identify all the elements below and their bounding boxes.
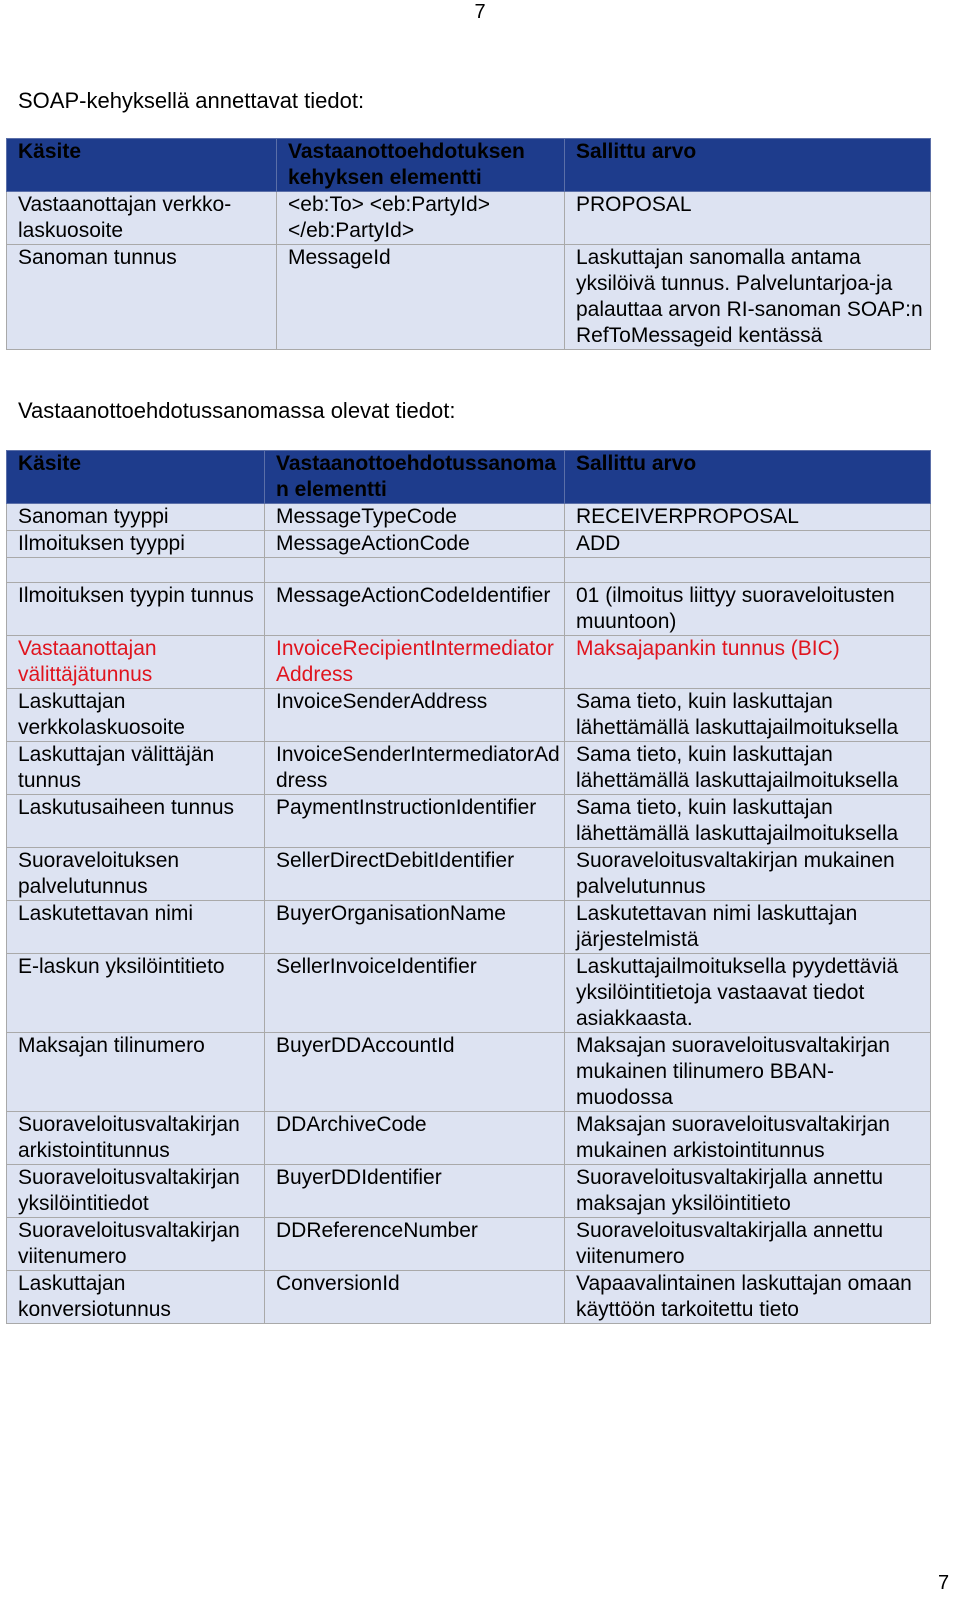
cell-allowed-value: Laskuttajailmoituksella pyydettäviä yksilöintitietoja vastaavat tiedot asiakkaasta. (565, 954, 931, 1033)
table-row (7, 558, 931, 583)
cell-element: DDArchiveCode (265, 1112, 565, 1165)
cell-concept: Vastaanottajan välittäjätunnus (7, 636, 265, 689)
cell-allowed-value: 01 (ilmoitus liittyy suoraveloitusten muuntoon) (565, 583, 931, 636)
page-number-top: 7 (474, 1, 486, 23)
cell-element: BuyerDDAccountId (265, 1033, 565, 1112)
cell-concept: Laskuttajan verkkolaskuosoite (7, 689, 265, 742)
cell-concept: Suoraveloitusvaltakirjan arkistointitunnus (7, 1112, 265, 1165)
cell-allowed-value (565, 558, 931, 583)
cell-element: DDReferenceNumber (265, 1218, 565, 1271)
header-cell-allowed-value: Sallittu arvo (565, 451, 931, 504)
cell-concept: Vastaanottajan verkko-laskuosoite (7, 192, 277, 245)
cell-concept: Sanoman tyyppi (7, 504, 265, 531)
cell-allowed-value: Sama tieto, kuin laskuttajan lähettämällä laskuttajailmoituksella (565, 689, 931, 742)
header-cell-concept: Käsite (7, 139, 277, 192)
cell-allowed-value: Vapaavalintainen laskuttajan omaan käyttöön tarkoitettu tieto (565, 1271, 931, 1324)
cell-concept: Suoraveloitusvaltakirjan viitenumero (7, 1218, 265, 1271)
cell-concept: Maksajan tilinumero (7, 1033, 265, 1112)
section-heading-soap: SOAP-kehyksellä annettavat tiedot: (18, 88, 365, 113)
table-header-row (7, 139, 931, 192)
table-row (7, 531, 931, 558)
section-heading-proposal-message: Vastaanottoehdotussanomassa olevat tiedot: (18, 398, 456, 423)
cell-allowed-value: Maksajan suoraveloitusvaltakirjan mukainen tilinumero BBAN-muodossa (565, 1033, 931, 1112)
cell-allowed-value: Laskuttajan sanomalla antama yksilöivä tunnus. Palveluntarjoa-ja palauttaa arvon RI-sanoman SOAP:n RefToMessageid kentässä (565, 245, 931, 350)
cell-element: BuyerOrganisationName (265, 901, 565, 954)
header-cell-concept: Käsite (7, 451, 265, 504)
cell-concept: Laskutusaiheen tunnus (7, 795, 265, 848)
cell-allowed-value: Suoraveloitusvaltakirjalla annettu maksajan yksilöintitieto (565, 1165, 931, 1218)
cell-allowed-value: Laskutettavan nimi laskuttajan järjestelmistä (565, 901, 931, 954)
table-header-row (7, 451, 931, 504)
cell-concept: Laskuttajan konversiotunnus (7, 1271, 265, 1324)
cell-element: MessageActionCodeIdentifier (265, 583, 565, 636)
cell-concept: Ilmoituksen tyypin tunnus (7, 583, 265, 636)
header-cell-allowed-value: Sallittu arvo (565, 139, 931, 192)
cell-element: BuyerDDIdentifier (265, 1165, 565, 1218)
table-row (7, 1165, 931, 1218)
cell-element (265, 558, 565, 583)
table-row (7, 1033, 931, 1112)
cell-concept: Suoraveloitusvaltakirjan yksilöintitiedot (7, 1165, 265, 1218)
table-row (7, 689, 931, 742)
table-row (7, 504, 931, 531)
table-row (7, 1112, 931, 1165)
table-row (7, 1271, 931, 1324)
proposal-message-table (6, 450, 931, 1324)
cell-element: <eb:To> <eb:PartyId></eb:PartyId> (277, 192, 565, 245)
cell-element: InvoiceRecipientIntermediatorAddress (265, 636, 565, 689)
cell-allowed-value: ADD (565, 531, 931, 558)
cell-element: MessageId (277, 245, 565, 350)
table-row (7, 245, 931, 350)
cell-element: InvoiceSenderIntermediatorAddress (265, 742, 565, 795)
cell-concept: Laskuttajan välittäjän tunnus (7, 742, 265, 795)
cell-allowed-value: Suoraveloitusvaltakirjan mukainen palvelutunnus (565, 848, 931, 901)
cell-element: MessageActionCode (265, 531, 565, 558)
cell-concept (7, 558, 265, 583)
table-row (7, 1218, 931, 1271)
cell-allowed-value: Suoraveloitusvaltakirjalla annettu viitenumero (565, 1218, 931, 1271)
header-cell-element: Vastaanottoehdotuksen kehyksen elementti (277, 139, 565, 192)
table-row (7, 583, 931, 636)
cell-allowed-value: Maksajan suoraveloitusvaltakirjan mukainen arkistointitunnus (565, 1112, 931, 1165)
cell-allowed-value: Sama tieto, kuin laskuttajan lähettämällä laskuttajailmoituksella (565, 742, 931, 795)
cell-concept: Sanoman tunnus (7, 245, 277, 350)
cell-allowed-value: RECEIVERPROPOSAL (565, 504, 931, 531)
cell-element: SellerDirectDebitIdentifier (265, 848, 565, 901)
cell-element: MessageTypeCode (265, 504, 565, 531)
header-cell-element: Vastaanottoehdotussanoman elementti (265, 451, 565, 504)
cell-allowed-value: Sama tieto, kuin laskuttajan lähettämällä laskuttajailmoituksella (565, 795, 931, 848)
cell-allowed-value: PROPOSAL (565, 192, 931, 245)
table-row (7, 954, 931, 1033)
page-number-bottom: 7 (938, 1572, 950, 1594)
cell-element: SellerInvoiceIdentifier (265, 954, 565, 1033)
table-row (7, 795, 931, 848)
table-row (7, 742, 931, 795)
table-row (7, 636, 931, 689)
cell-allowed-value: Maksajapankin tunnus (BIC) (565, 636, 931, 689)
cell-concept: Laskutettavan nimi (7, 901, 265, 954)
soap-frame-table (6, 138, 931, 350)
proposal-message-table-body (7, 504, 931, 1324)
table-row (7, 192, 931, 245)
cell-element: InvoiceSenderAddress (265, 689, 565, 742)
cell-concept: E-laskun yksilöintitieto (7, 954, 265, 1033)
cell-element: ConversionId (265, 1271, 565, 1324)
table-row (7, 848, 931, 901)
cell-concept: Ilmoituksen tyyppi (7, 531, 265, 558)
table-row (7, 901, 931, 954)
cell-concept: Suoraveloituksen palvelutunnus (7, 848, 265, 901)
cell-element: PaymentInstructionIdentifier (265, 795, 565, 848)
